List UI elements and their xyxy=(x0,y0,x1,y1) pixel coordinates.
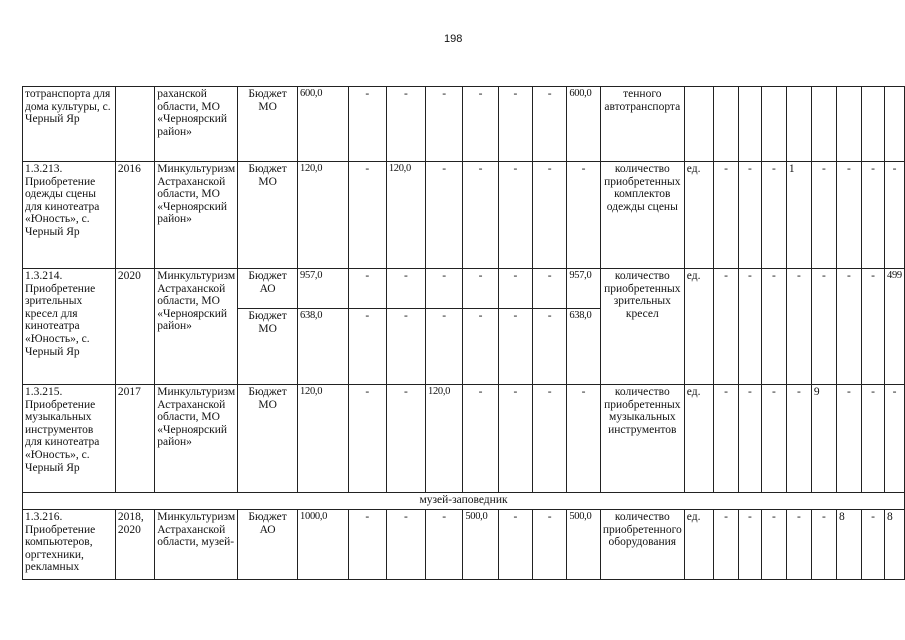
amount-cell: - xyxy=(348,269,386,309)
target-cell xyxy=(861,87,884,162)
target-cell: - xyxy=(761,162,786,269)
activity-name: 1.3.214. Приобретение зрительных кресел для кинотеатра «Юность», с. Черный Яр xyxy=(23,269,116,385)
target-cell: - xyxy=(861,269,884,385)
target-cell: - xyxy=(861,385,884,493)
amount-cell: - xyxy=(463,87,498,162)
total-amount: 1000,0 xyxy=(298,510,349,580)
amount-cell: - xyxy=(386,510,425,580)
amount-cell: 120,0 xyxy=(386,162,425,269)
target-cell: - xyxy=(761,385,786,493)
total-amount: 120,0 xyxy=(298,385,349,493)
section-header-row xyxy=(23,493,905,510)
program-activities-table xyxy=(22,86,905,580)
amount-cell: - xyxy=(498,269,532,309)
target-cell xyxy=(761,87,786,162)
year-cell: 2018, 2020 xyxy=(115,510,154,580)
amount-cell: - xyxy=(386,269,425,309)
amount-cell: - xyxy=(463,309,498,385)
target-cell: 9 xyxy=(811,385,836,493)
amount-cell: - xyxy=(567,162,601,269)
target-cell xyxy=(836,87,861,162)
activity-name: 1.3.216. Приобретение компьютеров, оргтехники, рекламных xyxy=(23,510,116,580)
amount-cell: - xyxy=(533,309,567,385)
amount-cell: - xyxy=(348,162,386,269)
unit-cell: ед. xyxy=(684,510,713,580)
amount-cell: - xyxy=(426,87,463,162)
executor-cell: Минкультуризм Астраханской области, МО «Черноярский район» xyxy=(155,162,238,269)
year-cell: 2020 xyxy=(115,269,154,385)
target-cell: - xyxy=(861,162,884,269)
total-amount: 957,0 xyxy=(298,269,349,309)
table-row xyxy=(23,385,905,493)
target-cell: - xyxy=(836,385,861,493)
target-cell: - xyxy=(836,269,861,385)
table-row xyxy=(23,87,905,162)
indicator-cell: количество приобретенных зрительных кресел xyxy=(600,269,684,385)
unit-cell xyxy=(684,87,713,162)
target-cell: - xyxy=(786,269,811,385)
target-cell: - xyxy=(811,162,836,269)
year-cell xyxy=(115,87,154,162)
table-row xyxy=(23,269,905,309)
target-cell xyxy=(811,87,836,162)
amount-cell: - xyxy=(348,510,386,580)
target-cell: - xyxy=(786,510,811,580)
total-amount: 120,0 xyxy=(298,162,349,269)
funding-source: Бюджет МО xyxy=(238,385,298,493)
target-cell: - xyxy=(761,269,786,385)
page-number: 198 xyxy=(444,33,463,45)
amount-cell: - xyxy=(533,510,567,580)
amount-cell: - xyxy=(386,87,425,162)
activity-name: тотранспорта для дома культуры, с. Черный Яр xyxy=(23,87,116,162)
target-cell: - xyxy=(714,510,739,580)
table-row xyxy=(23,162,905,269)
target-cell: 8 xyxy=(836,510,861,580)
target-cell: - xyxy=(714,385,739,493)
amount-cell: - xyxy=(533,269,567,309)
amount-cell: - xyxy=(498,510,532,580)
amount-cell: - xyxy=(348,385,386,493)
amount-cell: - xyxy=(426,162,463,269)
funding-source: Бюджет МО xyxy=(238,162,298,269)
amount-cell: - xyxy=(463,269,498,309)
target-cell: - xyxy=(714,162,739,269)
unit-cell: ед. xyxy=(684,269,713,385)
target-cell: - xyxy=(738,162,761,269)
target-cell: - xyxy=(738,510,761,580)
amount-cell: - xyxy=(348,309,386,385)
target-cell: - xyxy=(761,510,786,580)
amount-cell: 600,0 xyxy=(567,87,601,162)
amount-cell: 120,0 xyxy=(426,385,463,493)
executor-cell: Минкультуризм Астраханской области, МО «Черноярский район» xyxy=(155,269,238,385)
executor-cell: Минкультуризм Астраханской области, МО «Черноярский район» xyxy=(155,385,238,493)
amount-cell: - xyxy=(426,309,463,385)
funding-source: Бюджет АО xyxy=(238,269,298,309)
amount-cell: - xyxy=(426,510,463,580)
total-amount: 638,0 xyxy=(298,309,349,385)
amount-cell: 638,0 xyxy=(567,309,601,385)
amount-cell: - xyxy=(498,385,532,493)
amount-cell: - xyxy=(386,309,425,385)
target-cell: - xyxy=(861,510,884,580)
target-cell: - xyxy=(811,510,836,580)
amount-cell: - xyxy=(567,385,601,493)
target-cell: - xyxy=(885,162,905,269)
year-cell: 2017 xyxy=(115,385,154,493)
executor-cell: Минкультуризм Астраханской области, музей- xyxy=(155,510,238,580)
target-cell: - xyxy=(714,269,739,385)
year-cell: 2016 xyxy=(115,162,154,269)
amount-cell: - xyxy=(533,87,567,162)
unit-cell: ед. xyxy=(684,162,713,269)
amount-cell: - xyxy=(498,87,532,162)
target-cell xyxy=(738,87,761,162)
target-cell xyxy=(786,87,811,162)
amount-cell: - xyxy=(463,385,498,493)
target-cell: 1 xyxy=(786,162,811,269)
amount-cell: - xyxy=(426,269,463,309)
amount-cell: - xyxy=(348,87,386,162)
amount-cell: 957,0 xyxy=(567,269,601,309)
target-cell: - xyxy=(738,385,761,493)
target-cell: - xyxy=(836,162,861,269)
target-cell xyxy=(885,87,905,162)
target-cell xyxy=(714,87,739,162)
target-cell: - xyxy=(738,269,761,385)
target-cell: 8 xyxy=(885,510,905,580)
amount-cell: - xyxy=(498,162,532,269)
funding-source: Бюджет МО xyxy=(238,87,298,162)
section-title: музей-заповедник xyxy=(23,493,905,510)
activity-name: 1.3.215. Приобретение музыкальных инструментов для кинотеатра «Юность», с. Черный Яр xyxy=(23,385,116,493)
amount-cell: 500,0 xyxy=(463,510,498,580)
indicator-cell: количество приобретенных комплектов одежды сцены xyxy=(600,162,684,269)
funding-source: Бюджет МО xyxy=(238,309,298,385)
indicator-cell: количество приобретенного оборудования xyxy=(600,510,684,580)
executor-cell: раханской области, МО «Черноярский район» xyxy=(155,87,238,162)
amount-cell: - xyxy=(498,309,532,385)
amount-cell: - xyxy=(533,162,567,269)
indicator-cell: тенного автотранспорта xyxy=(600,87,684,162)
funding-source: Бюджет АО xyxy=(238,510,298,580)
target-cell: - xyxy=(786,385,811,493)
amount-cell: - xyxy=(463,162,498,269)
target-cell: - xyxy=(885,385,905,493)
table-row xyxy=(23,510,905,580)
amount-cell: - xyxy=(386,385,425,493)
amount-cell: - xyxy=(533,385,567,493)
indicator-cell: количество приобретенных музыкальных инструментов xyxy=(600,385,684,493)
total-amount: 600,0 xyxy=(298,87,349,162)
target-cell: - xyxy=(811,269,836,385)
unit-cell: ед. xyxy=(684,385,713,493)
target-cell: 499 xyxy=(885,269,905,385)
amount-cell: 500,0 xyxy=(567,510,601,580)
activity-name: 1.3.213. Приобретение одежды сцены для кинотеатра «Юность», с. Черный Яр xyxy=(23,162,116,269)
